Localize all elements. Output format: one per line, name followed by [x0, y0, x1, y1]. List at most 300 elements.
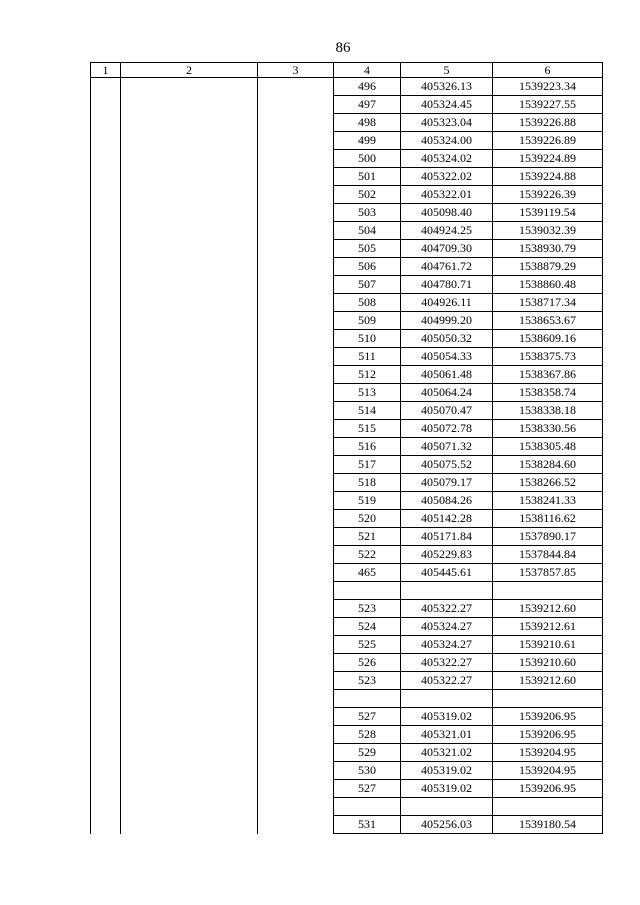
table-row: [91, 636, 603, 654]
y-coordinate-cell: [493, 798, 603, 816]
x-coordinate-cell: 404926.11: [401, 294, 493, 312]
point-number-cell: 500: [334, 150, 401, 168]
empty-cell: [258, 186, 334, 204]
coordinates-table: [90, 62, 603, 834]
x-coordinate-cell: 405075.52: [401, 456, 493, 474]
point-number-cell: 523: [334, 672, 401, 690]
table-row: [91, 384, 603, 402]
empty-cell: [121, 798, 258, 816]
empty-cell: [91, 816, 121, 834]
empty-cell: [91, 348, 121, 366]
x-coordinate-cell: 405256.03: [401, 816, 493, 834]
x-coordinate-cell: 405323.04: [401, 114, 493, 132]
empty-cell: [258, 438, 334, 456]
empty-cell: [91, 186, 121, 204]
table-row: [91, 276, 603, 294]
empty-cell: [121, 708, 258, 726]
point-number-cell: [334, 582, 401, 600]
y-coordinate-cell: 1539226.39: [493, 186, 603, 204]
empty-cell: [121, 276, 258, 294]
empty-cell: [121, 690, 258, 708]
empty-cell: [121, 600, 258, 618]
empty-cell: [121, 132, 258, 150]
empty-cell: [121, 474, 258, 492]
point-number-cell: 503: [334, 204, 401, 222]
y-coordinate-cell: 1539206.95: [493, 780, 603, 798]
empty-cell: [258, 240, 334, 258]
y-coordinate-cell: 1539224.89: [493, 150, 603, 168]
empty-cell: [121, 294, 258, 312]
empty-cell: [258, 564, 334, 582]
table-row: [91, 438, 603, 456]
empty-cell: [121, 186, 258, 204]
table-row: [91, 564, 603, 582]
point-number-cell: 520: [334, 510, 401, 528]
point-number-cell: 511: [334, 348, 401, 366]
x-coordinate-cell: 405070.47: [401, 402, 493, 420]
empty-cell: [121, 114, 258, 132]
x-coordinate-cell: [401, 798, 493, 816]
table-row: [91, 366, 603, 384]
y-coordinate-cell: 1539224.88: [493, 168, 603, 186]
empty-cell: [121, 456, 258, 474]
x-coordinate-cell: 405084.26: [401, 492, 493, 510]
empty-cell: [258, 96, 334, 114]
x-coordinate-cell: 405445.61: [401, 564, 493, 582]
empty-cell: [121, 222, 258, 240]
table-row: [91, 744, 603, 762]
point-number-cell: 499: [334, 132, 401, 150]
empty-cell: [258, 222, 334, 240]
empty-cell: [91, 564, 121, 582]
point-number-cell: 512: [334, 366, 401, 384]
empty-cell: [258, 366, 334, 384]
point-number-cell: 529: [334, 744, 401, 762]
table-row: [91, 708, 603, 726]
point-number-cell: 527: [334, 780, 401, 798]
x-coordinate-cell: 405098.40: [401, 204, 493, 222]
empty-cell: [91, 474, 121, 492]
empty-cell: [258, 420, 334, 438]
empty-cell: [121, 366, 258, 384]
table-row: [91, 690, 603, 708]
y-coordinate-cell: 1538375.73: [493, 348, 603, 366]
empty-cell: [258, 150, 334, 168]
y-coordinate-cell: 1539206.95: [493, 708, 603, 726]
header-row: [91, 63, 603, 78]
point-number-cell: 515: [334, 420, 401, 438]
empty-cell: [258, 510, 334, 528]
empty-cell: [91, 312, 121, 330]
x-coordinate-cell: 405319.02: [401, 762, 493, 780]
y-coordinate-cell: 1539226.89: [493, 132, 603, 150]
point-number-cell: 502: [334, 186, 401, 204]
empty-cell: [258, 654, 334, 672]
table-row: [91, 330, 603, 348]
empty-cell: [258, 276, 334, 294]
point-number-cell: 523: [334, 600, 401, 618]
empty-cell: [121, 636, 258, 654]
point-number-cell: 507: [334, 276, 401, 294]
table-row: [91, 114, 603, 132]
x-coordinate-cell: 405061.48: [401, 366, 493, 384]
empty-cell: [91, 384, 121, 402]
empty-cell: [91, 780, 121, 798]
y-coordinate-cell: 1537890.17: [493, 528, 603, 546]
empty-cell: [121, 420, 258, 438]
x-coordinate-cell: 405322.27: [401, 672, 493, 690]
point-number-cell: 497: [334, 96, 401, 114]
table-row: [91, 672, 603, 690]
y-coordinate-cell: 1538241.33: [493, 492, 603, 510]
x-coordinate-cell: 405322.02: [401, 168, 493, 186]
y-coordinate-cell: 1539223.34: [493, 78, 603, 96]
empty-cell: [91, 690, 121, 708]
empty-cell: [258, 474, 334, 492]
point-number-cell: 527: [334, 708, 401, 726]
point-number-cell: 504: [334, 222, 401, 240]
table-row: [91, 78, 603, 96]
table-row: [91, 312, 603, 330]
empty-cell: [121, 816, 258, 834]
empty-cell: [258, 546, 334, 564]
y-coordinate-cell: 1539227.55: [493, 96, 603, 114]
empty-cell: [258, 636, 334, 654]
y-coordinate-cell: 1537844.84: [493, 546, 603, 564]
table-row: [91, 294, 603, 312]
empty-cell: [121, 654, 258, 672]
x-coordinate-cell: 405324.45: [401, 96, 493, 114]
empty-cell: [121, 618, 258, 636]
empty-cell: [121, 528, 258, 546]
y-coordinate-cell: 1539210.60: [493, 654, 603, 672]
table-row: [91, 492, 603, 510]
table-row: [91, 204, 603, 222]
point-number-cell: 505: [334, 240, 401, 258]
empty-cell: [258, 726, 334, 744]
empty-cell: [121, 96, 258, 114]
x-coordinate-cell: 405324.27: [401, 636, 493, 654]
empty-cell: [121, 258, 258, 276]
empty-cell: [91, 582, 121, 600]
empty-cell: [121, 582, 258, 600]
y-coordinate-cell: 1538930.79: [493, 240, 603, 258]
table-row: [91, 258, 603, 276]
y-coordinate-cell: 1539204.95: [493, 744, 603, 762]
point-number-cell: 525: [334, 636, 401, 654]
empty-cell: [121, 330, 258, 348]
table-body: [91, 78, 603, 834]
empty-cell: [91, 240, 121, 258]
empty-cell: [91, 366, 121, 384]
table-row: [91, 186, 603, 204]
empty-cell: [258, 798, 334, 816]
empty-cell: [258, 816, 334, 834]
empty-cell: [121, 510, 258, 528]
x-coordinate-cell: 405071.32: [401, 438, 493, 456]
empty-cell: [258, 348, 334, 366]
point-number-cell: 516: [334, 438, 401, 456]
y-coordinate-cell: 1538879.29: [493, 258, 603, 276]
y-coordinate-cell: 1538860.48: [493, 276, 603, 294]
x-coordinate-cell: 405322.01: [401, 186, 493, 204]
x-coordinate-cell: 404761.72: [401, 258, 493, 276]
y-coordinate-cell: 1539206.95: [493, 726, 603, 744]
table-row: [91, 420, 603, 438]
point-number-cell: 524: [334, 618, 401, 636]
y-coordinate-cell: 1537857.85: [493, 564, 603, 582]
empty-cell: [91, 618, 121, 636]
y-coordinate-cell: [493, 582, 603, 600]
empty-cell: [91, 546, 121, 564]
point-number-cell: [334, 798, 401, 816]
y-coordinate-cell: 1538116.62: [493, 510, 603, 528]
point-number-cell: 501: [334, 168, 401, 186]
empty-cell: [91, 528, 121, 546]
empty-cell: [91, 330, 121, 348]
y-coordinate-cell: 1539119.54: [493, 204, 603, 222]
point-number-cell: 465: [334, 564, 401, 582]
y-coordinate-cell: 1539180.54: [493, 816, 603, 834]
empty-cell: [91, 510, 121, 528]
point-number-cell: 531: [334, 816, 401, 834]
table-row: [91, 348, 603, 366]
empty-cell: [258, 492, 334, 510]
y-coordinate-cell: 1538367.86: [493, 366, 603, 384]
empty-cell: [91, 258, 121, 276]
empty-cell: [91, 222, 121, 240]
x-coordinate-cell: 404709.30: [401, 240, 493, 258]
point-number-cell: 526: [334, 654, 401, 672]
table-row: [91, 402, 603, 420]
table-row: [91, 798, 603, 816]
empty-cell: [91, 78, 121, 96]
x-coordinate-cell: 405322.27: [401, 600, 493, 618]
y-coordinate-cell: 1538284.60: [493, 456, 603, 474]
table-row: [91, 132, 603, 150]
table-row: [91, 816, 603, 834]
empty-cell: [258, 114, 334, 132]
empty-cell: [258, 384, 334, 402]
empty-cell: [121, 780, 258, 798]
y-coordinate-cell: [493, 690, 603, 708]
y-coordinate-cell: 1538653.67: [493, 312, 603, 330]
empty-cell: [91, 726, 121, 744]
x-coordinate-cell: 405072.78: [401, 420, 493, 438]
point-number-cell: 530: [334, 762, 401, 780]
header-cell-5: 5: [401, 63, 493, 78]
empty-cell: [258, 672, 334, 690]
table-row: [91, 582, 603, 600]
x-coordinate-cell: 404999.20: [401, 312, 493, 330]
y-coordinate-cell: 1538330.56: [493, 420, 603, 438]
point-number-cell: [334, 690, 401, 708]
empty-cell: [91, 420, 121, 438]
x-coordinate-cell: 405321.02: [401, 744, 493, 762]
empty-cell: [121, 240, 258, 258]
empty-cell: [121, 402, 258, 420]
empty-cell: [258, 168, 334, 186]
point-number-cell: 510: [334, 330, 401, 348]
empty-cell: [258, 204, 334, 222]
x-coordinate-cell: 405142.28: [401, 510, 493, 528]
y-coordinate-cell: 1539204.95: [493, 762, 603, 780]
empty-cell: [121, 168, 258, 186]
empty-cell: [121, 744, 258, 762]
point-number-cell: 498: [334, 114, 401, 132]
point-number-cell: 514: [334, 402, 401, 420]
empty-cell: [91, 492, 121, 510]
y-coordinate-cell: 1539210.61: [493, 636, 603, 654]
empty-cell: [258, 762, 334, 780]
empty-cell: [258, 312, 334, 330]
empty-cell: [91, 402, 121, 420]
table-row: [91, 96, 603, 114]
empty-cell: [258, 582, 334, 600]
table-row: [91, 150, 603, 168]
empty-cell: [91, 600, 121, 618]
empty-cell: [121, 78, 258, 96]
empty-cell: [91, 132, 121, 150]
y-coordinate-cell: 1539212.60: [493, 600, 603, 618]
y-coordinate-cell: 1538305.48: [493, 438, 603, 456]
x-coordinate-cell: 404924.25: [401, 222, 493, 240]
empty-cell: [91, 654, 121, 672]
y-coordinate-cell: 1539212.60: [493, 672, 603, 690]
empty-cell: [258, 744, 334, 762]
empty-cell: [121, 726, 258, 744]
x-coordinate-cell: 405050.32: [401, 330, 493, 348]
point-number-cell: 528: [334, 726, 401, 744]
table-row: [91, 726, 603, 744]
point-number-cell: 506: [334, 258, 401, 276]
point-number-cell: 509: [334, 312, 401, 330]
x-coordinate-cell: 405319.02: [401, 708, 493, 726]
header-cell-3: 3: [258, 63, 334, 78]
empty-cell: [258, 132, 334, 150]
y-coordinate-cell: 1538609.16: [493, 330, 603, 348]
empty-cell: [91, 204, 121, 222]
table-row: [91, 456, 603, 474]
table-row: [91, 528, 603, 546]
empty-cell: [91, 762, 121, 780]
table-row: [91, 780, 603, 798]
point-number-cell: 496: [334, 78, 401, 96]
x-coordinate-cell: 405229.83: [401, 546, 493, 564]
empty-cell: [91, 150, 121, 168]
table-row: [91, 240, 603, 258]
y-coordinate-cell: 1539226.88: [493, 114, 603, 132]
x-coordinate-cell: 404780.71: [401, 276, 493, 294]
empty-cell: [91, 276, 121, 294]
empty-cell: [258, 402, 334, 420]
x-coordinate-cell: [401, 690, 493, 708]
x-coordinate-cell: 405322.27: [401, 654, 493, 672]
y-coordinate-cell: 1539212.61: [493, 618, 603, 636]
point-number-cell: 518: [334, 474, 401, 492]
table-row: [91, 168, 603, 186]
table-row: [91, 510, 603, 528]
empty-cell: [121, 564, 258, 582]
y-coordinate-cell: 1538358.74: [493, 384, 603, 402]
empty-cell: [91, 636, 121, 654]
empty-cell: [91, 672, 121, 690]
x-coordinate-cell: 405326.13: [401, 78, 493, 96]
table-row: [91, 618, 603, 636]
table-row: [91, 762, 603, 780]
x-coordinate-cell: 405171.84: [401, 528, 493, 546]
empty-cell: [121, 438, 258, 456]
empty-cell: [121, 492, 258, 510]
y-coordinate-cell: 1539032.39: [493, 222, 603, 240]
empty-cell: [258, 294, 334, 312]
empty-cell: [121, 546, 258, 564]
empty-cell: [121, 150, 258, 168]
table-row: [91, 474, 603, 492]
empty-cell: [91, 708, 121, 726]
y-coordinate-cell: 1538717.34: [493, 294, 603, 312]
header-cell-2: 2: [121, 63, 258, 78]
table-row: [91, 222, 603, 240]
empty-cell: [121, 312, 258, 330]
x-coordinate-cell: [401, 582, 493, 600]
empty-cell: [258, 456, 334, 474]
empty-cell: [121, 348, 258, 366]
header-cell-1: 1: [91, 63, 121, 78]
empty-cell: [258, 258, 334, 276]
page-number: 86: [335, 40, 351, 56]
empty-cell: [258, 690, 334, 708]
header-cell-4: 4: [334, 63, 401, 78]
x-coordinate-cell: 405319.02: [401, 780, 493, 798]
table-row: [91, 654, 603, 672]
x-coordinate-cell: 405064.24: [401, 384, 493, 402]
x-coordinate-cell: 405324.02: [401, 150, 493, 168]
empty-cell: [258, 78, 334, 96]
empty-cell: [121, 384, 258, 402]
x-coordinate-cell: 405324.00: [401, 132, 493, 150]
point-number-cell: 513: [334, 384, 401, 402]
empty-cell: [121, 204, 258, 222]
point-number-cell: 521: [334, 528, 401, 546]
x-coordinate-cell: 405054.33: [401, 348, 493, 366]
empty-cell: [91, 168, 121, 186]
y-coordinate-cell: 1538338.18: [493, 402, 603, 420]
empty-cell: [91, 456, 121, 474]
point-number-cell: 508: [334, 294, 401, 312]
empty-cell: [258, 780, 334, 798]
y-coordinate-cell: 1538266.52: [493, 474, 603, 492]
x-coordinate-cell: 405324.27: [401, 618, 493, 636]
empty-cell: [258, 618, 334, 636]
empty-cell: [91, 438, 121, 456]
point-number-cell: 517: [334, 456, 401, 474]
table-row: [91, 600, 603, 618]
x-coordinate-cell: 405079.17: [401, 474, 493, 492]
empty-cell: [258, 600, 334, 618]
table-row: [91, 546, 603, 564]
empty-cell: [258, 708, 334, 726]
empty-cell: [91, 798, 121, 816]
point-number-cell: 522: [334, 546, 401, 564]
point-number-cell: 519: [334, 492, 401, 510]
empty-cell: [258, 528, 334, 546]
empty-cell: [91, 744, 121, 762]
x-coordinate-cell: 405321.01: [401, 726, 493, 744]
empty-cell: [121, 762, 258, 780]
empty-cell: [121, 672, 258, 690]
empty-cell: [258, 330, 334, 348]
